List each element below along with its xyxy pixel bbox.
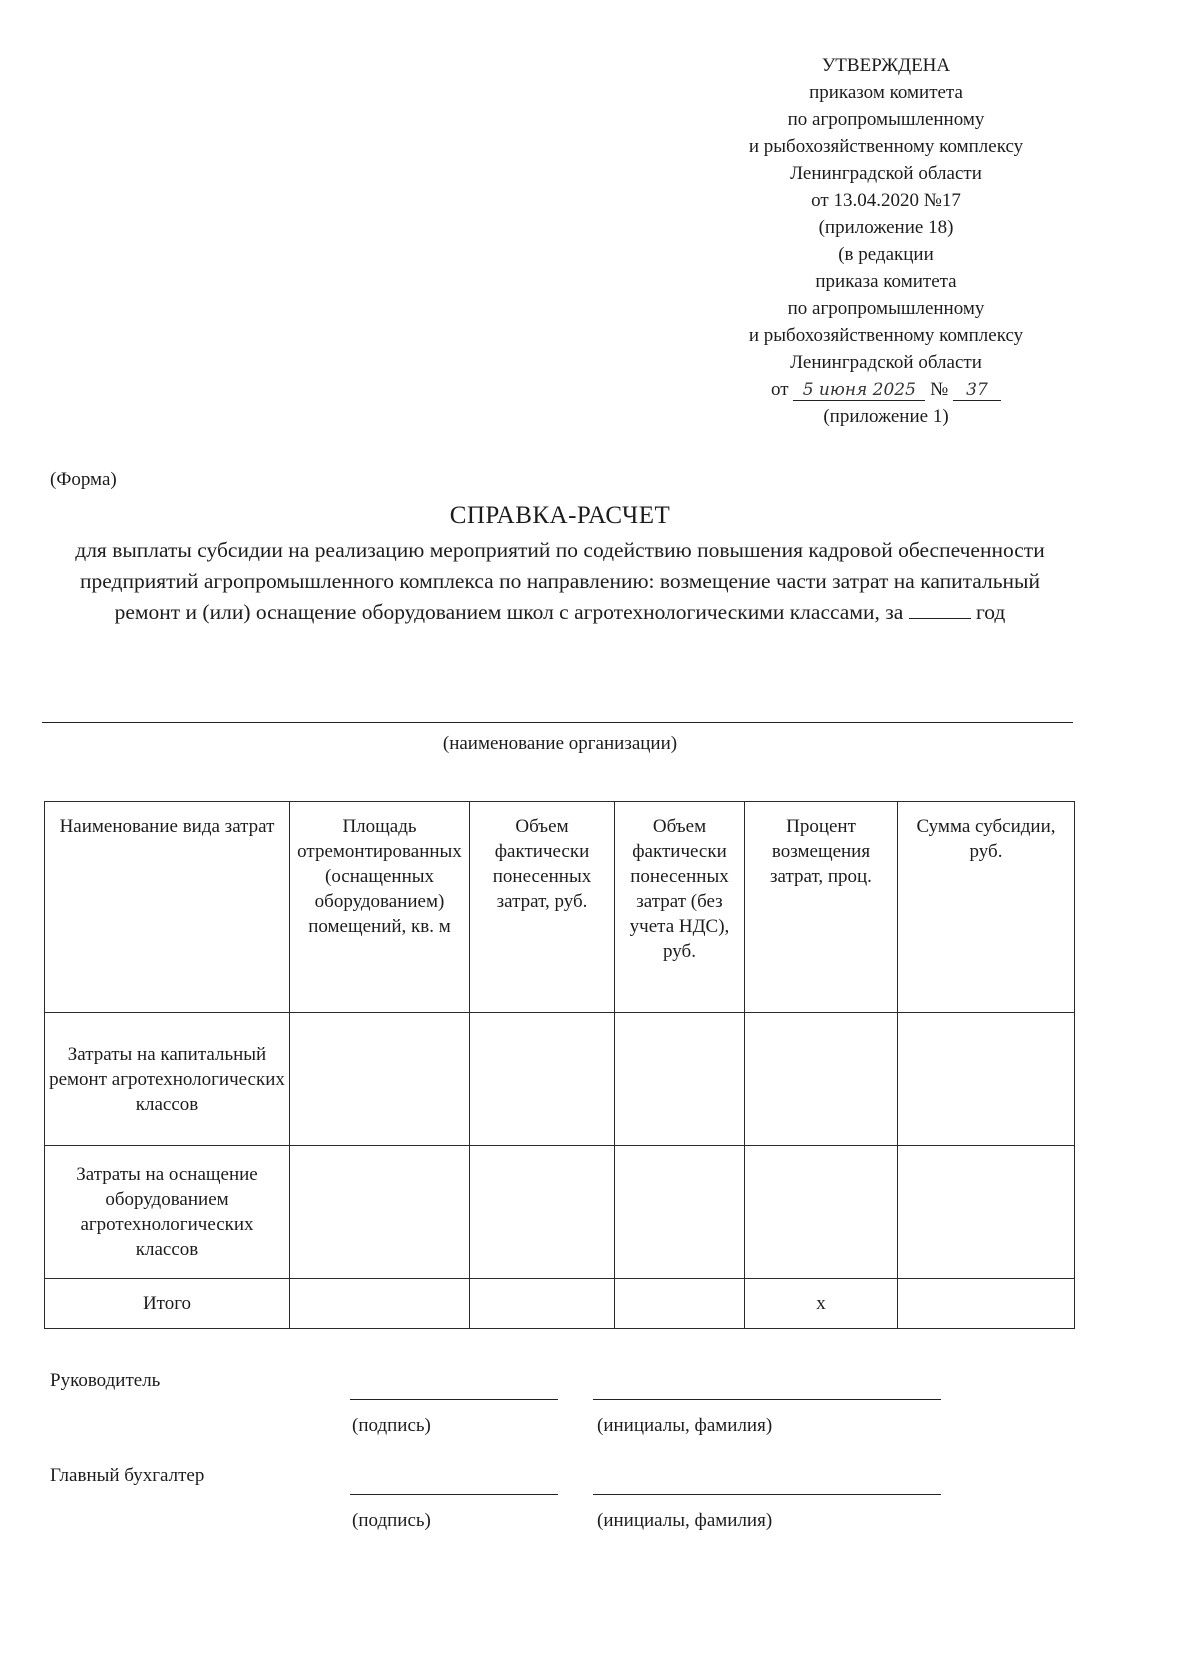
table-cell[interactable] [470,1279,615,1329]
number-label: № [930,379,949,400]
organization-line [42,722,1073,723]
table-cell[interactable] [898,1146,1075,1279]
approval-line: Ленинградской области [790,352,982,373]
table-cell[interactable] [290,1279,470,1329]
row-label: Итого [45,1279,290,1329]
table-cell[interactable] [290,1013,470,1146]
year-blank [909,600,971,619]
calculation-table [44,801,1075,1329]
table-total-row [45,1279,1075,1329]
approval-line: (приложение 18) [818,217,954,238]
approval-line: Ленинградской области [790,163,982,184]
approval-line: приказом комитета [809,82,963,103]
table-cell[interactable] [615,1146,745,1279]
table-row [45,1013,1075,1146]
header-cell: Сумма субсидии, руб. [898,802,1075,1013]
table-cell[interactable] [615,1279,745,1329]
approval-line: по агропромышленному [787,109,985,130]
header-cell: Наименование вида затрат [45,802,290,1013]
director-name-line[interactable] [593,1399,941,1400]
table-cell[interactable] [745,1013,898,1146]
table-cell[interactable] [898,1013,1075,1146]
director-signature-line[interactable] [350,1399,558,1400]
approval-line: (в редакции [838,244,934,265]
organization-caption: (наименование организации) [442,733,678,754]
accountant-signature-line[interactable] [350,1494,558,1495]
table-cell[interactable] [290,1146,470,1279]
accountant-name-line[interactable] [593,1494,941,1495]
handwritten-date: 5 июня 2025 [793,380,925,401]
director-label: Руководитель [50,1370,161,1391]
signature-caption: (подпись) [352,1510,431,1531]
row-label: Затраты на капитальный ремонт агротехнологических классов [45,1013,290,1146]
table-cell[interactable] [898,1279,1075,1329]
approval-line: по агропромышленному [787,298,985,319]
from-label: от [771,379,789,400]
approval-date-line [700,376,1072,403]
row-label: Затраты на оснащение оборудованием агротехнологических классов [45,1146,290,1279]
header-cell: Процент возмещения затрат, проц. [745,802,898,1013]
table-cell[interactable] [470,1013,615,1146]
subtitle-suffix: год [976,600,1006,624]
approval-block [700,52,1072,430]
subtitle-text: для выплаты субсидии на реализацию мероприятий по содействию повышения кадровой обеспеченности предприятий агропромышленного комплекса по направлению: возмещение части затрат на капитальный ремонт и (или) оснащение оборудованием школ с агротехнологическими классами, за [75,538,1045,624]
document-title: СПРАВКА-РАСЧЕТ [449,502,671,529]
table-row [45,1146,1075,1279]
approval-line: приказа комитета [815,271,957,292]
header-cell: Объем фактически понесенных затрат (без учета НДС), руб. [615,802,745,1013]
table-header-row [45,802,1075,1013]
header-cell: Площадь отремонтированных (оснащенных оборудованием) помещений, кв. м [290,802,470,1013]
header-cell: Объем фактически понесенных затрат, руб. [470,802,615,1013]
approval-line: и рыбохозяйственному комплексу [748,136,1024,157]
approval-line: от 13.04.2020 №17 [811,190,961,211]
approval-line: и рыбохозяйственному комплексу [748,325,1024,346]
approval-appendix: (приложение 1) [823,406,949,427]
approval-heading: УТВЕРЖДЕНА [821,55,951,76]
table-cell[interactable] [615,1013,745,1146]
chief-accountant-label: Главный бухгалтер [50,1465,205,1486]
table-cell[interactable] [745,1146,898,1279]
table-cell[interactable] [470,1146,615,1279]
form-label: (Форма) [50,469,117,490]
handwritten-number: 37 [953,380,1001,401]
name-caption: (инициалы, фамилия) [597,1415,773,1436]
table-cell: х [745,1279,898,1329]
name-caption: (инициалы, фамилия) [597,1510,773,1531]
signature-caption: (подпись) [352,1415,431,1436]
document-subtitle [60,535,1060,628]
